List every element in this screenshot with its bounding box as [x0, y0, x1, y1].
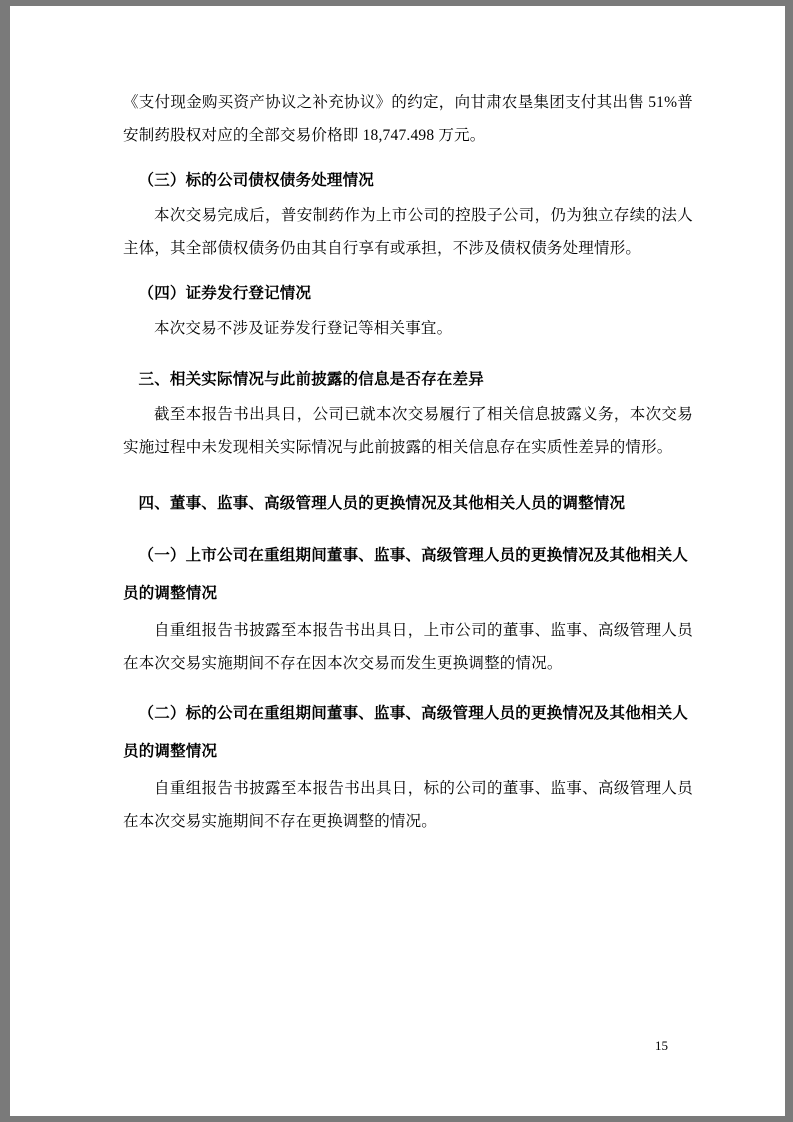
section-heading-4: （四）证券发行登记情况 — [138, 284, 312, 302]
paragraph-debt-handling: 本次交易完成后，普安制药作为上市公司的控股子公司，仍为独立存续的法人主体，其全部债权债务仍由其自行享有或承担，不涉及债权债务处理情形。 — [123, 207, 693, 257]
paragraph-listed-company-personnel: 自重组报告书披露至本报告书出具日，上市公司的董事、监事、高级管理人员在本次交易实施期间不存在因本次交易而发生更换调整的情况。 — [123, 622, 693, 672]
section-heading-four: 四、董事、监事、高级管理人员的更换情况及其他相关人员的调整情况 — [138, 494, 626, 512]
paragraph-continued: 《支付现金购买资产协议之补充协议》的约定，向甘肃农垦集团支付其出售 51%普安制药股权对应的全部交易价格即 18,747.498 万元。 — [123, 94, 693, 144]
subsection-heading-1: （一）上市公司在重组期间董事、监事、高级管理人员的更换情况及其他相关人员的调整情况 — [123, 546, 689, 602]
page-number: 15 — [655, 1038, 668, 1053]
paragraph-target-company-personnel: 自重组报告书披露至本报告书出具日，标的公司的董事、监事、高级管理人员在本次交易实施期间不存在更换调整的情况。 — [123, 780, 693, 830]
section-heading-3: （三）标的公司债权债务处理情况 — [138, 171, 375, 189]
page-content — [123, 84, 693, 1044]
paragraph-securities-registration: 本次交易不涉及证券发行登记等相关事宜。 — [154, 320, 453, 337]
subsection-heading-2: （二）标的公司在重组期间董事、监事、高级管理人员的更换情况及其他相关人员的调整情况 — [123, 704, 689, 760]
document-page — [10, 6, 785, 1116]
paragraph-disclosure-difference: 截至本报告书出具日，公司已就本次交易履行了相关信息披露义务，本次交易实施过程中未发现相关实际情况与此前披露的相关信息存在实质性差异的情形。 — [123, 406, 693, 456]
section-heading-three: 三、相关实际情况与此前披露的信息是否存在差异 — [138, 370, 484, 388]
